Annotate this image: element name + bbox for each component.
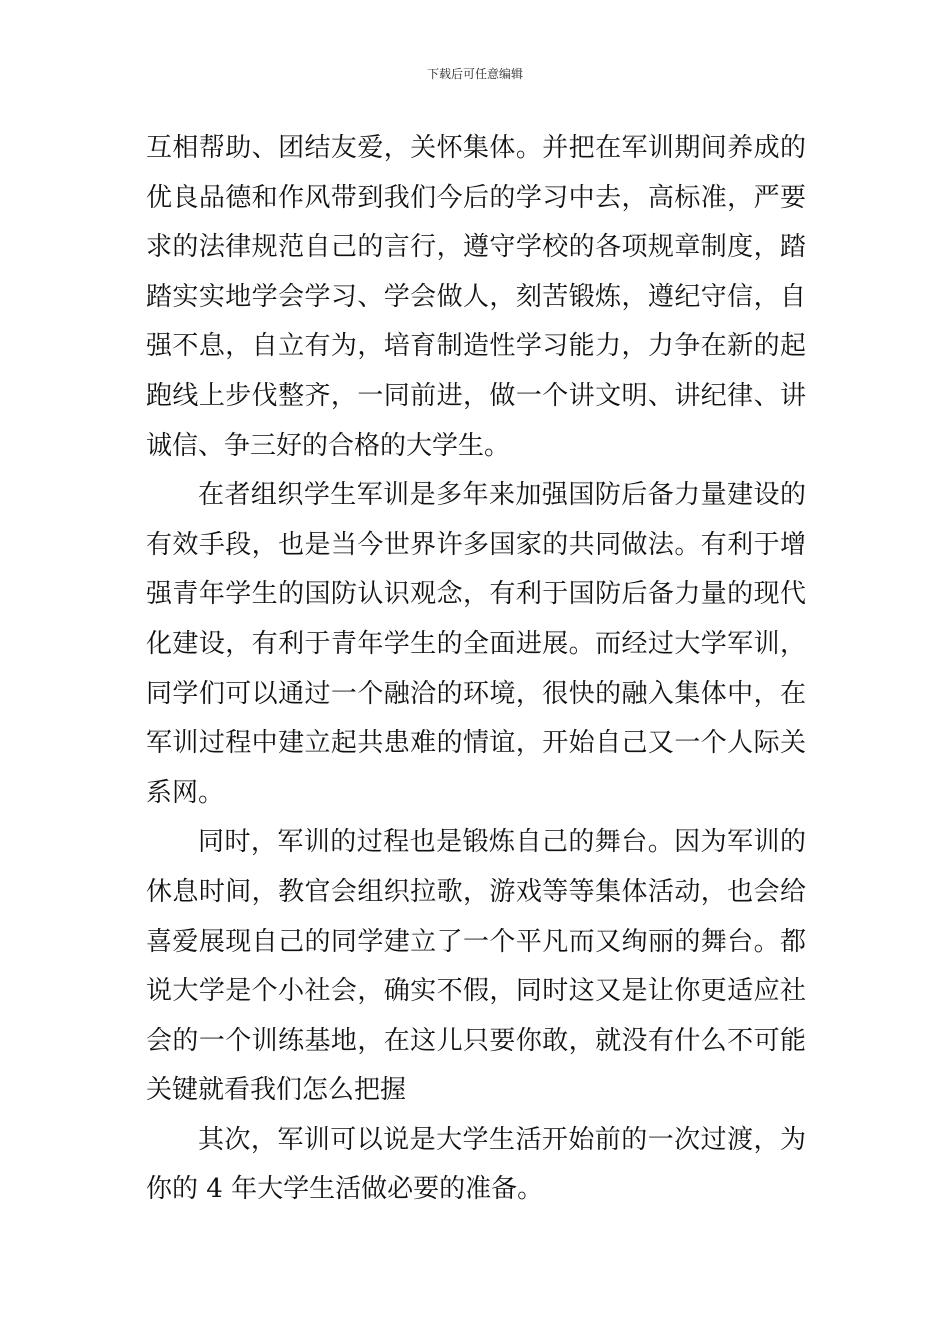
text-line: 说大学是个小社会，确实不假，同时这又是让你更适应社 [146,976,806,1007]
text-line: 跑线上步伐整齐，一同前进，做一个讲文明、讲纪律、讲 [146,380,806,411]
paragraph [146,124,806,471]
text-line: 诚信、争三好的合格的大学生。 [146,430,511,461]
page-header: 下载后可任意编辑 [426,67,523,81]
text-line: 你的 4 年大学生活做必要的准备。 [146,1174,544,1205]
paragraph [146,818,806,1116]
text-line: 求的法律规范自己的言行，遵守学校的各项规章制度，踏 [146,232,806,263]
text-line: 喜爱展现自己的同学建立了一个平凡而又绚丽的舞台。都 [146,926,806,957]
text-line: 会的一个训练基地，在这儿只要你敢，就没有什么不可能 [146,1025,806,1056]
text-line: 有效手段，也是当今世界许多国家的共同做法。有利于增 [146,529,806,560]
paragraph [146,471,806,818]
paragraph [146,1116,806,1215]
text-line: 同时，军训的过程也是锻炼自己的舞台。因为军训的 [198,827,806,858]
text-line: 休息时间，教官会组织拉歌，游戏等等集体活动，也会给 [146,876,806,907]
text-line: 互相帮助、团结友爱，关怀集体。并把在军训期间养成的 [146,133,806,163]
text-line: 系网。 [146,777,225,808]
text-line: 其次，军训可以说是大学生活开始前的一次过渡，为 [198,1124,806,1155]
text-line: 优良品德和作风带到我们今后的学习中去，高标准，严要 [146,182,806,213]
text-line: 军训过程中建立起共患难的情谊，开始自己又一个人际关 [146,728,806,759]
text-line: 关键就看我们怎么把握 [146,1075,407,1106]
text-line: 强青年学生的国防认识观念，有利于国防后备力量的现代 [146,579,806,610]
text-line: 同学们可以通过一个融洽的环境，很快的融入集体中，在 [146,678,806,709]
text-line: 强不息，自立有为，培育制造性学习能力，力争在新的起 [146,331,806,362]
text-line: 在者组织学生军训是多年来加强国防后备力量建设的 [198,480,806,511]
text-line: 踏实实地学会学习、学会做人，刻苦锻炼，遵纪守信，自 [146,281,806,312]
text-line: 化建设，有利于青年学生的全面进展。而经过大学军训， [146,628,806,659]
document-body [146,124,806,1215]
